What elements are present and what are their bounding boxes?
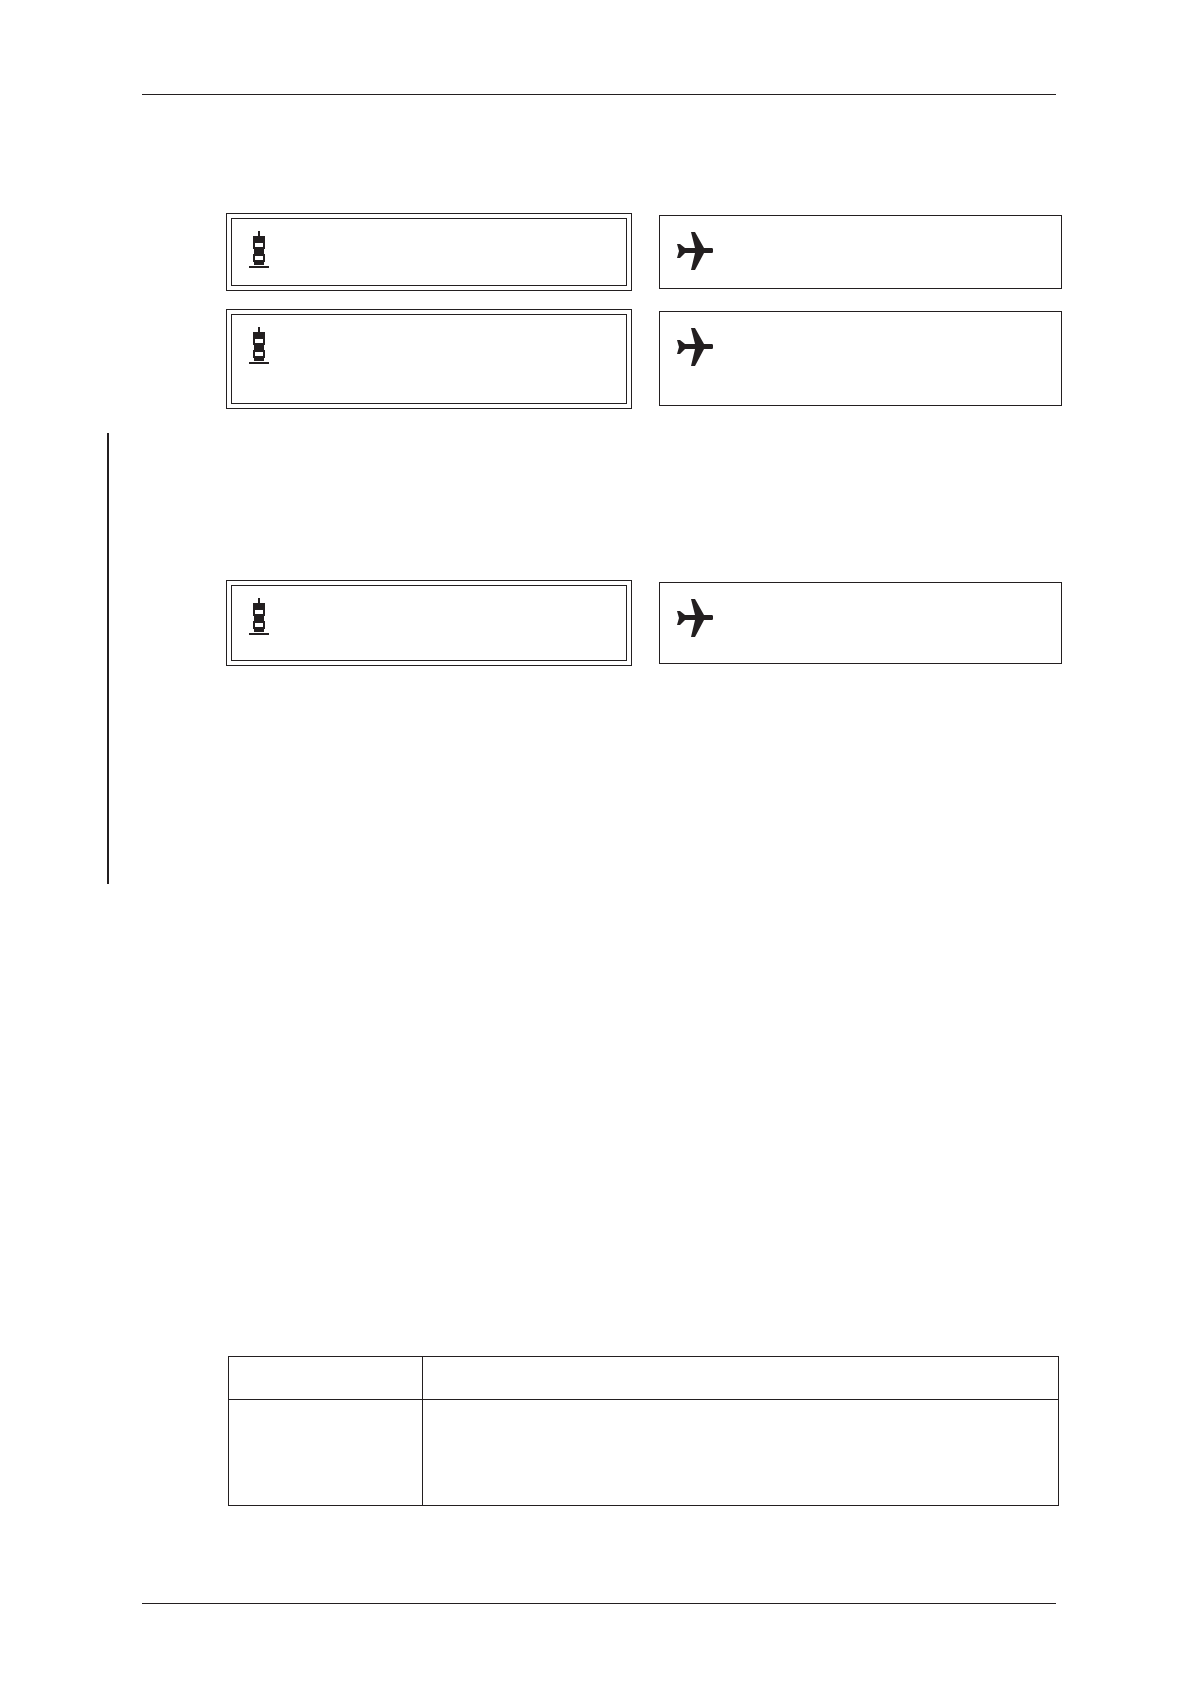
table-header-cell	[423, 1357, 1059, 1400]
airplane-icon	[675, 327, 713, 372]
airplane-icon	[675, 231, 713, 276]
atc-message-box	[226, 580, 632, 666]
table-row	[229, 1400, 1059, 1506]
atc-message-box	[226, 213, 632, 291]
table-cell	[229, 1400, 423, 1506]
control-tower-icon	[249, 597, 269, 642]
control-tower-icon	[249, 326, 269, 371]
pilot-message-box	[659, 582, 1062, 664]
atc-message-box	[226, 309, 632, 409]
pilot-message-box	[659, 311, 1062, 406]
change-bar	[107, 433, 109, 884]
footer-rule	[142, 1603, 1056, 1604]
control-tower-icon	[249, 230, 269, 275]
pilot-message-box	[659, 215, 1062, 289]
airplane-icon	[675, 598, 713, 643]
table-header-cell	[229, 1357, 423, 1400]
table-header-row	[229, 1357, 1059, 1400]
reference-table	[228, 1356, 1059, 1506]
header-rule	[142, 94, 1056, 95]
table-cell	[423, 1400, 1059, 1506]
